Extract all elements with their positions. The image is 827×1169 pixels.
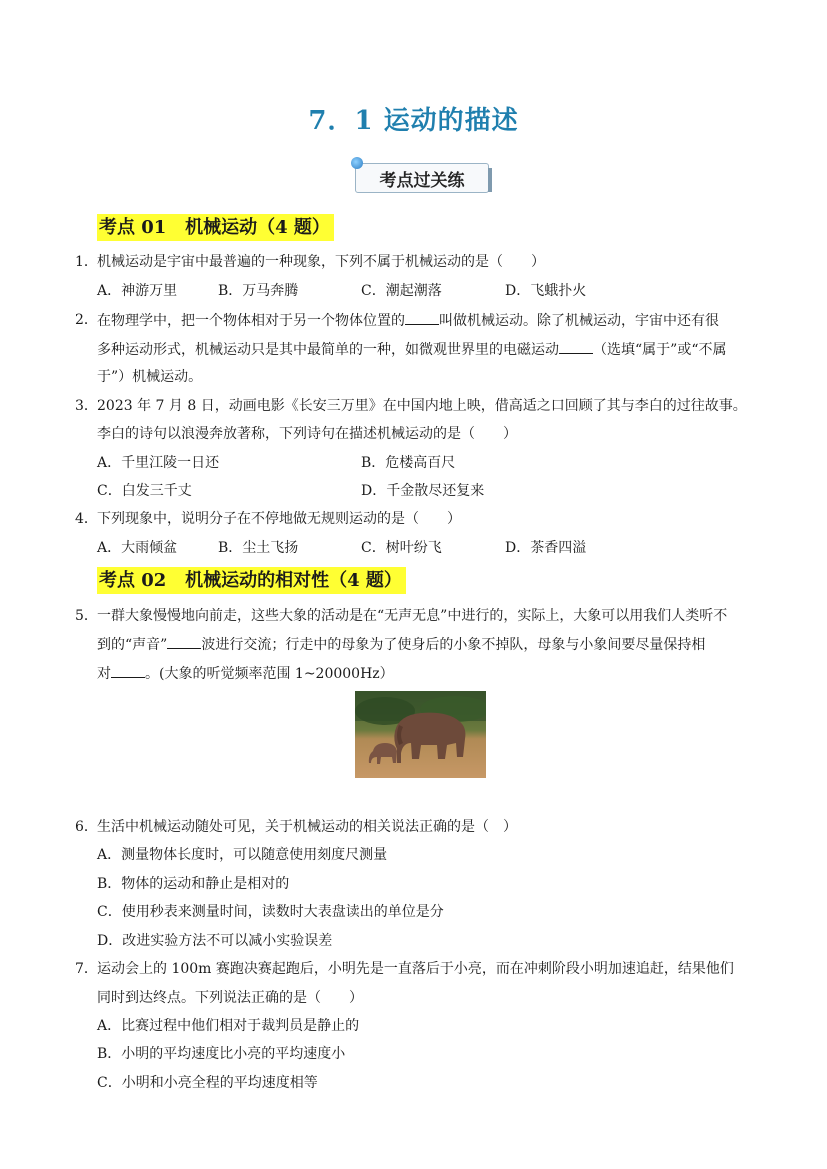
option-d: D．改进实验方法不可以减小实验误差 [97,933,333,949]
question-line-1: 2023 年 7 月 8 日，动画电影《长安三万里》在中国内地上映，借高适之口回顾了其与李白的过往故事。 [97,398,747,414]
section-name: 机械运动（4 题） [185,217,330,238]
question-line-2 [97,339,726,360]
banner-box [355,163,489,193]
question-stem: 机械运动是宇宙中最普遍的一种现象，下列不属于机械运动的是（ ） [97,254,545,270]
answer-blank[interactable] [111,663,145,678]
option-b: B．尘土飞扬 [218,540,299,556]
text: （选填“属于”或“不属 [593,342,727,358]
section-heading-2 [97,567,406,594]
elephant-photo [355,691,486,778]
option-c: C．小明和小亮全程的平均速度相等 [97,1075,318,1091]
section-name: 机械运动的相对性（4 题） [185,570,402,591]
question-number: 6． [75,819,98,835]
text: 波进行交流；行走中的母象为了使身后的小象不掉队，母象与小象间要尽量保持相 [201,637,706,653]
text: 。(大象的听觉频率范围 1~20000Hz） [145,666,394,682]
question-number: 1． [75,254,98,270]
text: 在物理学中，把一个物体相对于另一个物体位置的 [97,313,405,329]
question-number: 2． [75,312,98,328]
question-number: 7． [75,961,98,977]
option-c: C．潮起潮落 [361,283,442,299]
page-title: 7．1 运动的描述 [308,106,519,136]
text: 到的“声音” [97,637,168,653]
text: 多种运动形式，机械运动只是其中最简单的一种，如微观世界里的电磁运动 [97,342,559,358]
question-number: 4． [75,511,98,527]
question-line-2: 李白的诗句以浪漫奔放著称，下列诗句在描述机械运动的是（ ） [97,426,517,442]
option-a: A．千里江陵一日还 [97,455,220,471]
banner-side-bar [488,168,492,192]
option-a: A．神游万里 [97,283,178,299]
text: 叫做机械运动。除了机械运动，宇宙中还有很 [439,313,719,329]
elephant-illustration [355,691,486,778]
question-line-3 [97,663,394,684]
option-c: C．使用秒表来测量时间，读数时大表盘读出的单位是分 [97,904,444,920]
question-number: 5． [75,608,98,624]
question-line-2: 同时到达终点。下列说法正确的是（ ） [97,990,363,1006]
section-banner [351,163,491,193]
option-b: B．万马奔腾 [218,283,299,299]
section-label: 考点 01 [99,217,167,238]
option-d: D．千金散尽还复来 [361,483,485,499]
option-a: A．大雨倾盆 [97,540,178,556]
banner-label: 考点过关练 [379,170,465,191]
option-b: B．物体的运动和静止是相对的 [97,876,290,892]
question-stem: 下列现象中，说明分子在不停地做无规则运动的是（ ） [97,511,461,527]
banner-dot-icon [351,157,363,169]
option-a: A．测量物体长度时，可以随意使用刻度尺测量 [97,847,388,863]
text: 对 [97,666,111,682]
question-stem: 生活中机械运动随处可见，关于机械运动的相关说法正确的是（ ） [97,819,517,835]
question-line-2 [97,634,705,655]
section-heading-1 [97,214,334,241]
option-d: D．茶香四溢 [505,540,587,556]
option-c: C．白发三千丈 [97,483,192,499]
answer-blank[interactable] [405,310,439,325]
question-number: 3． [75,398,98,414]
question-line-1 [97,310,719,331]
question-line-3: 于”）机械运动。 [97,369,203,385]
answer-blank[interactable] [167,634,201,649]
question-line-1: 运动会上的 100m 赛跑决赛起跑后，小明先是一直落后于小亮，而在冲刺阶段小明加速追赶，结果他们 [97,961,734,977]
question-line-1: 一群大象慢慢地向前走，这些大象的活动是在“无声无息”中进行的，实际上，大象可以用我们人类听不 [97,608,728,624]
answer-blank[interactable] [559,339,593,354]
option-d: D．飞蛾扑火 [505,283,587,299]
option-c: C．树叶纷飞 [361,540,442,556]
option-a: A．比赛过程中他们相对于裁判员是静止的 [97,1018,360,1034]
option-b: B．危楼高百尺 [361,455,456,471]
option-b: B．小明的平均速度比小亮的平均速度小 [97,1046,346,1062]
section-label: 考点 02 [99,570,167,591]
